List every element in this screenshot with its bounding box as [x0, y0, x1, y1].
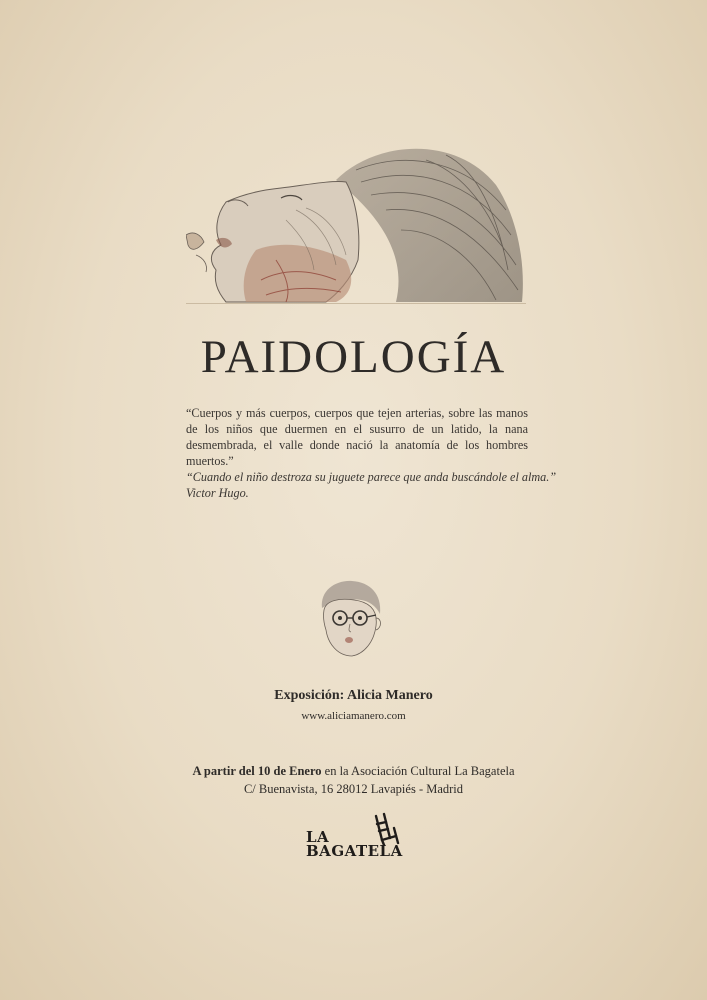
epigraph [186, 469, 557, 501]
anatomical-head-illustration [186, 140, 526, 304]
logo-text [306, 830, 403, 858]
epigraph-author: Victor Hugo. [186, 486, 249, 500]
la-bagatela-logo [306, 812, 402, 864]
event-date-bold: A partir del 10 de Enero [192, 764, 322, 778]
logo-line-2: BAGATELA [306, 842, 403, 860]
website-link[interactable]: www.aliciamanero.com [301, 710, 406, 722]
event-venue: en la Asociación Cultural La Bagatela [321, 764, 515, 778]
event-info [0, 762, 707, 798]
page-title: PAIDOLOGÍA [200, 331, 507, 383]
logo-line-1: LA [306, 828, 330, 846]
exhibition-title: Exposición: Alicia Manero [274, 688, 433, 703]
event-dates [0, 762, 707, 780]
epigraph-text: “Cuando el niño destroza su juguete parece que anda buscándole el alma.” [186, 470, 557, 484]
event-address: C/ Buenavista, 16 28012 Lavapiés - Madrid [243, 782, 464, 796]
poem-quote: “Cuerpos y más cuerpos, cuerpos que tejen arterias, sobre las manos de los niños que duermen en el susurro de un latido, la nana desmembrada, el valle donde nació la anatomía de los hombres muertos.” [186, 406, 528, 468]
child-portrait-illustration [314, 578, 386, 660]
